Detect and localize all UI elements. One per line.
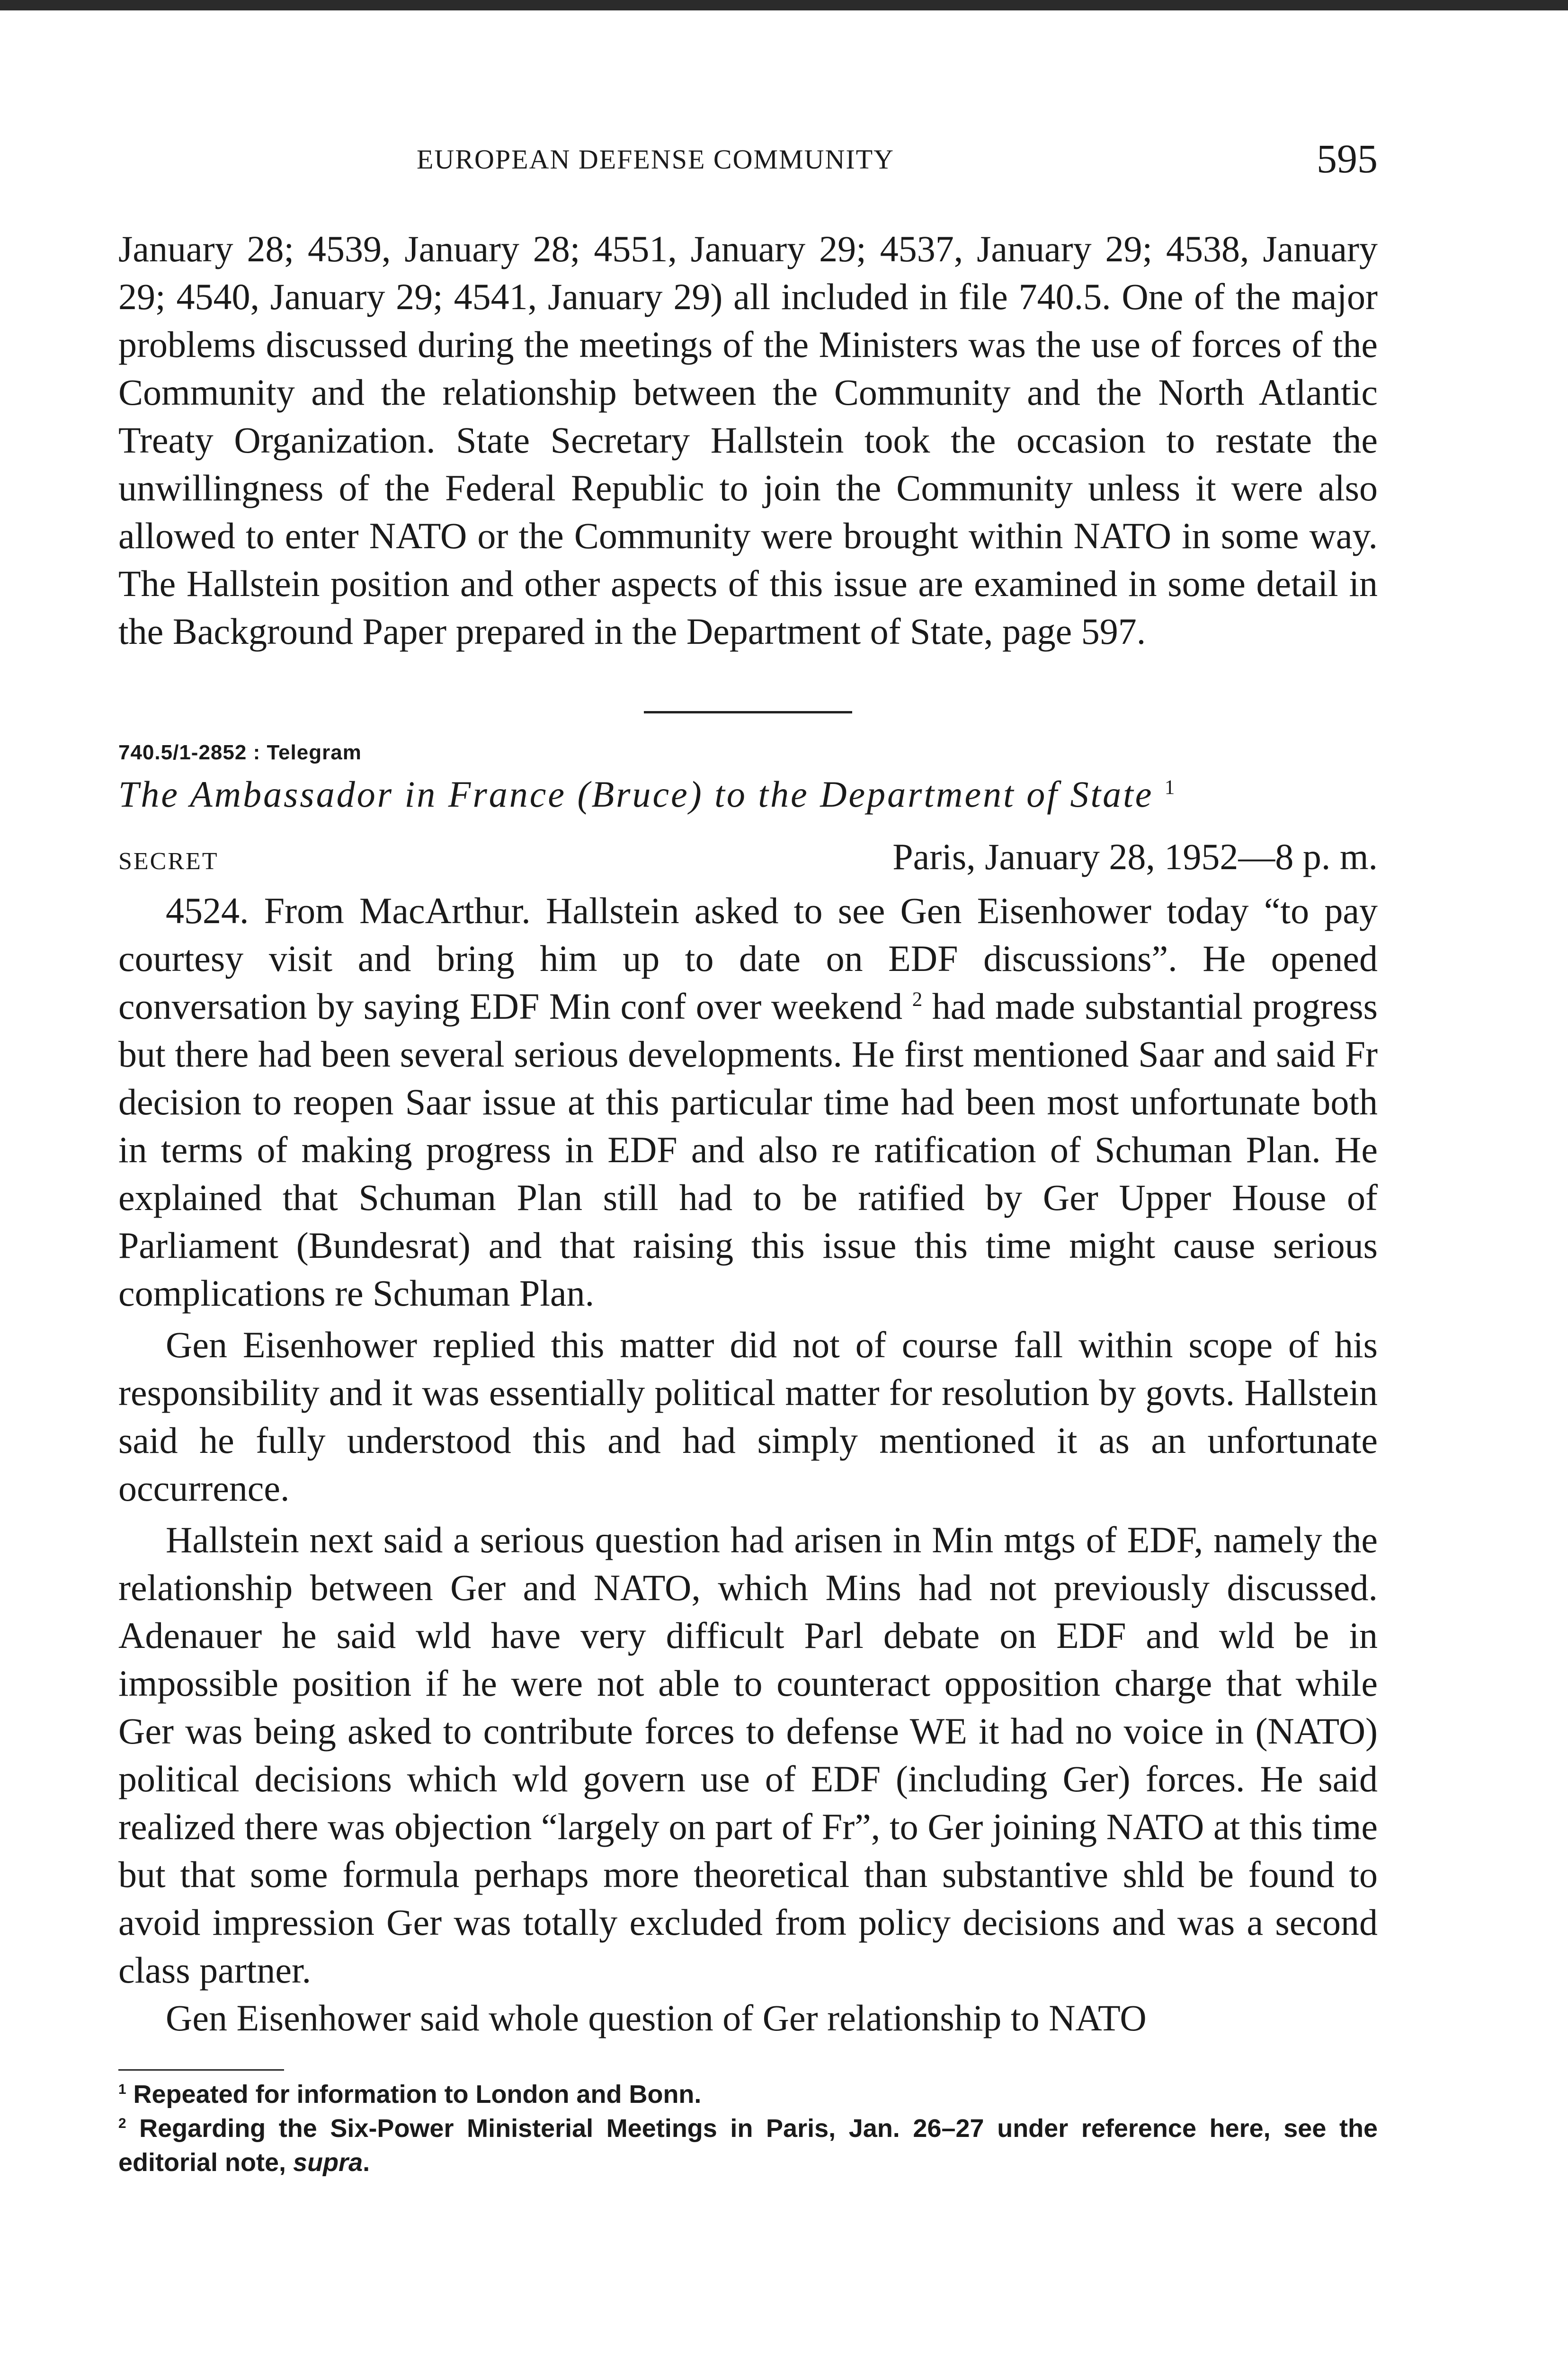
- footnote-mark: 2: [118, 2116, 126, 2131]
- body-paragraph: Hallstein next said a serious question had arisen in Min mtgs of EDF, namely the relationship between Ger and NATO, which Mins had not previously discussed. Adenauer he said wld have very difficult Parl debate on EDF and wld be in impossible position if he were not able to counteract opposition charge that while Ger was being asked to contribute forces to defense WE it had no voice in (NATO) political decisions which wld govern use of EDF (including Ger) forces. He said realized there was objection “largely on part of Fr”, to Ger joining NATO at this time but that some formula perhaps more theoretical than substantive shld be found to avoid impression Ger was totally excluded from policy decisions and was a second class partner.: [118, 1519, 1378, 1991]
- dateline: Paris, January 28, 1952—8 p. m.: [892, 836, 1378, 877]
- page-number: 595: [1317, 136, 1378, 181]
- footnote: [118, 2077, 1378, 2111]
- title-footnote-marker: 1: [1164, 776, 1177, 799]
- document-title-line: [118, 773, 1378, 816]
- document-file-id: 740.5/1-2852 : Telegram: [118, 741, 362, 764]
- footnote-marker: 2: [912, 988, 923, 1011]
- intro-paragraph: January 28; 4539, January 28; 4551, January 29; 4537, January 29; 4538, January 29; 4540, January 29; 4541, January 29) all included in file 740.5. One of the major problems discussed during the meetings of the Ministers was the use of forces of the Community and the relationship between the Community and the North Atlantic Treaty Organization. State Secretary Hallstein took the occasion to restate the unwillingness of the Federal Republic to join the Community unless it were also allowed to enter NATO or the Community were brought within NATO in some way. The Hallstein position and other aspects of this issue are examined in some detail in the Background Paper prepared in the Department of State, page 597.: [118, 228, 1378, 652]
- body-paragraph: Gen Eisenhower replied this matter did not of course fall within scope of his responsibility and it was essentially political matter for resolution by govts. Hallstein said he fully understood this and had simply mentioned it as an unfortunate occurrence.: [118, 1324, 1378, 1509]
- footnote-mark: 1: [118, 2082, 126, 2097]
- body-paragraph-text-start: 4524. From MacArthur. Hallstein asked to see Gen Eisenhower today “to pay courtesy visit and bring him up to date on EDF discussions”. He opened conversation by saying EDF Min conf over weekend: [118, 890, 1378, 1027]
- page-header: [118, 135, 1378, 182]
- document-title: The Ambassador in France (Bruce) to the Department of State: [118, 774, 1154, 815]
- body-paragraph: Gen Eisenhower said whole question of Ger relationship to NATO: [166, 1997, 1147, 2038]
- page-content: [118, 225, 1378, 2180]
- footnote: [118, 2111, 1378, 2180]
- section-divider: [644, 711, 852, 713]
- footnotes: [118, 2077, 1378, 2180]
- classification-label: SECRET: [118, 848, 219, 875]
- footnote-emphasis: supra: [293, 2148, 363, 2177]
- top-edge-rule: [0, 0, 1568, 10]
- footnote-rule: [118, 2069, 284, 2071]
- footnote-text: Regarding the Six-Power Ministerial Meetings in Paris, Jan. 26–27 under reference here, see the editorial note,: [118, 2114, 1378, 2177]
- running-head: EUROPEAN DEFENSE COMMUNITY: [417, 144, 895, 175]
- body-paragraph-text-end: had made substantial progress but there had been several serious developments. He first mentioned Saar and said Fr decision to reopen Saar issue at this particular time had been most unfortunate both in terms of making progress in EDF and also re ratification of Schuman Plan. He explained that Schuman Plan still had to be ratified by Ger Upper House of Parliament (Bundesrat) and that raising this issue this time might cause serious complications re Schuman Plan.: [118, 986, 1378, 1314]
- footnote-text-end: .: [363, 2148, 370, 2177]
- body-paragraph: [118, 887, 1378, 1317]
- footnote-text: Repeated for information to London and Bonn.: [133, 2080, 702, 2109]
- dateline-row: [118, 836, 1378, 883]
